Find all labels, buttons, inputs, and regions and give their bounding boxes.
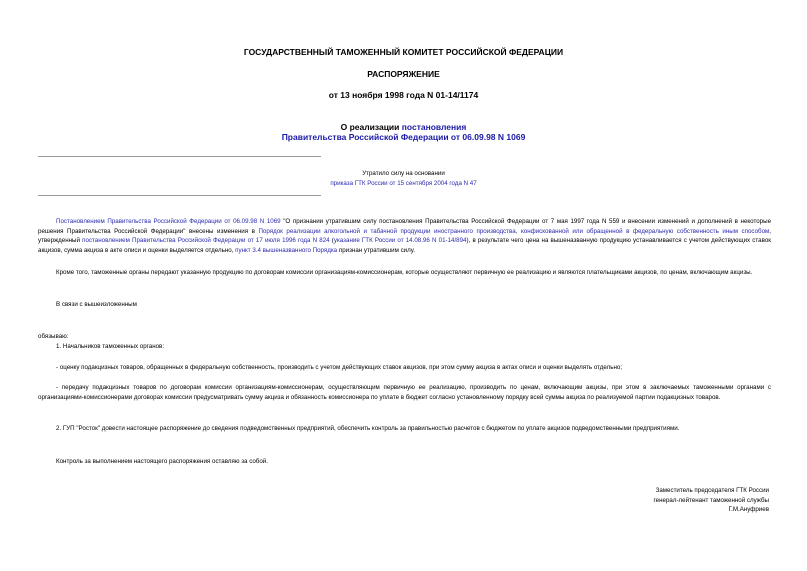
signatory-name: Г.М.Ануфриев [728, 506, 769, 514]
instruction-894-link[interactable]: указание ГТК России от 14.08.96 N 01-14/894 [333, 237, 467, 245]
document-type: РАСПОРЯЖЕНИЕ [367, 69, 440, 79]
signatory-rank: генерал-лейтенант таможенной службы [653, 496, 769, 504]
control-clause: Контроль за выполнением настоящего распоряжения оставляю за собой. [56, 458, 268, 465]
separator-bottom [38, 195, 321, 196]
oblige-heading: обязываю: [38, 333, 69, 340]
item-1b: - передачу подакцизных товаров по договорам комиссии организациям-комиссионерам, осуществляющим первичную ее реализацию, производить по ценам, включающим акцизы, при этом в заключаемых таможенными органами с организациями-комиссионерами договорах комиссии предусматривать сумму акциза и обязанность комиссионера по уплате в бюджет согласно установленному порядку всей суммы акциза по реализуемой партии подакцизных товаров. [38, 384, 771, 401]
signature-block [469, 486, 769, 515]
paragraph-preamble: Постановлением Правительства Российской Федерации от 06.09.98 N 1069 "О признании утратившим силу постановления Правительства Российской Федерации от 7 мая 1997 года N 559 и внесении изменений и дополнений в некоторые решения Правительства Российской Федерации" внесены изменения в Порядок реализации алкогольной и табачной продукции иностранного производства, конфискованной или обращенной в федеральную собственность иным способом, утвержденный постановлением Правительства Российской Федерации от 17 июля 1996 года N 824 (указание ГТК России от 14.08.96 N 01-14/894), в результате чего цена на вышеназванную продукцию устанавливается с учетом действующих ставок акцизов, сумма акциза в акте описи и оценки выделяется отдельно, пункт 3.4 вышеназванного Порядка признан утратившим силу. [38, 218, 772, 254]
item-1-heading: 1. Начальников таможенных органов: [56, 343, 165, 350]
repeal-order-link[interactable]: приказа ГТК России от 15 сентября 2004 года N 47 [330, 180, 477, 187]
paragraph-in-connection: В связи с вышеизложенным [56, 301, 137, 308]
separator-top [38, 156, 321, 157]
resolution-824-link[interactable]: постановлением Правительства Российской Федерации от 17 июля 1996 года N 824 [82, 237, 330, 245]
document-date-number: от 13 ноября 1998 года N 01-14/1174 [328, 90, 479, 100]
sale-procedure-link[interactable]: Порядок реализации алкогольной и табачной продукции иностранного производства, конфискованной или обращенной в федеральную собственность иным способом [258, 227, 770, 235]
signatory-position: Заместитель председателя ГТК России [655, 487, 769, 494]
document-subject [40, 122, 767, 132]
repeal-note: Утратило силу на основании [362, 170, 445, 177]
clause-3-4-link[interactable]: пункт 3.4 вышеназванного Порядка [235, 246, 338, 254]
subject-resolution-link[interactable]: постановления [401, 122, 467, 132]
subject-resolution-title-link[interactable]: Правительства Российской Федерации от 06.09.98 N 1069 [281, 132, 526, 142]
item-1a: - оценку подакцизных товаров, обращенных в федеральную собственность, производить с учетом действующих ставок акцизов, при этом сумму акциза в актах описи и оценки выделять отдельно; [56, 364, 623, 371]
resolution-1069-link[interactable]: Постановлением Правительства Российской Федерации от 06.09.98 N 1069 [56, 218, 281, 225]
subject-prefix: О реализации [340, 122, 402, 132]
issuing-organization: ГОСУДАРСТВЕННЫЙ ТАМОЖЕННЫЙ КОМИТЕТ РОССИЙСКОЙ ФЕДЕРАЦИИ [243, 47, 564, 57]
paragraph-commission: Кроме того, таможенные органы передают указанную продукцию по договорам комиссии организациям-комиссионерам, которые осуществляют первичную ее реализацию и являются плательщиками акцизов, по ценам, включающим акцизы. [56, 269, 753, 276]
item-2: 2. ГУП "Росток" довести настоящее распоряжение до сведения подведомственных предприятий, обеспечить контроль за правильностью расчетов с бюджетом по уплате акцизов подведомственными предприятиями. [56, 425, 680, 432]
